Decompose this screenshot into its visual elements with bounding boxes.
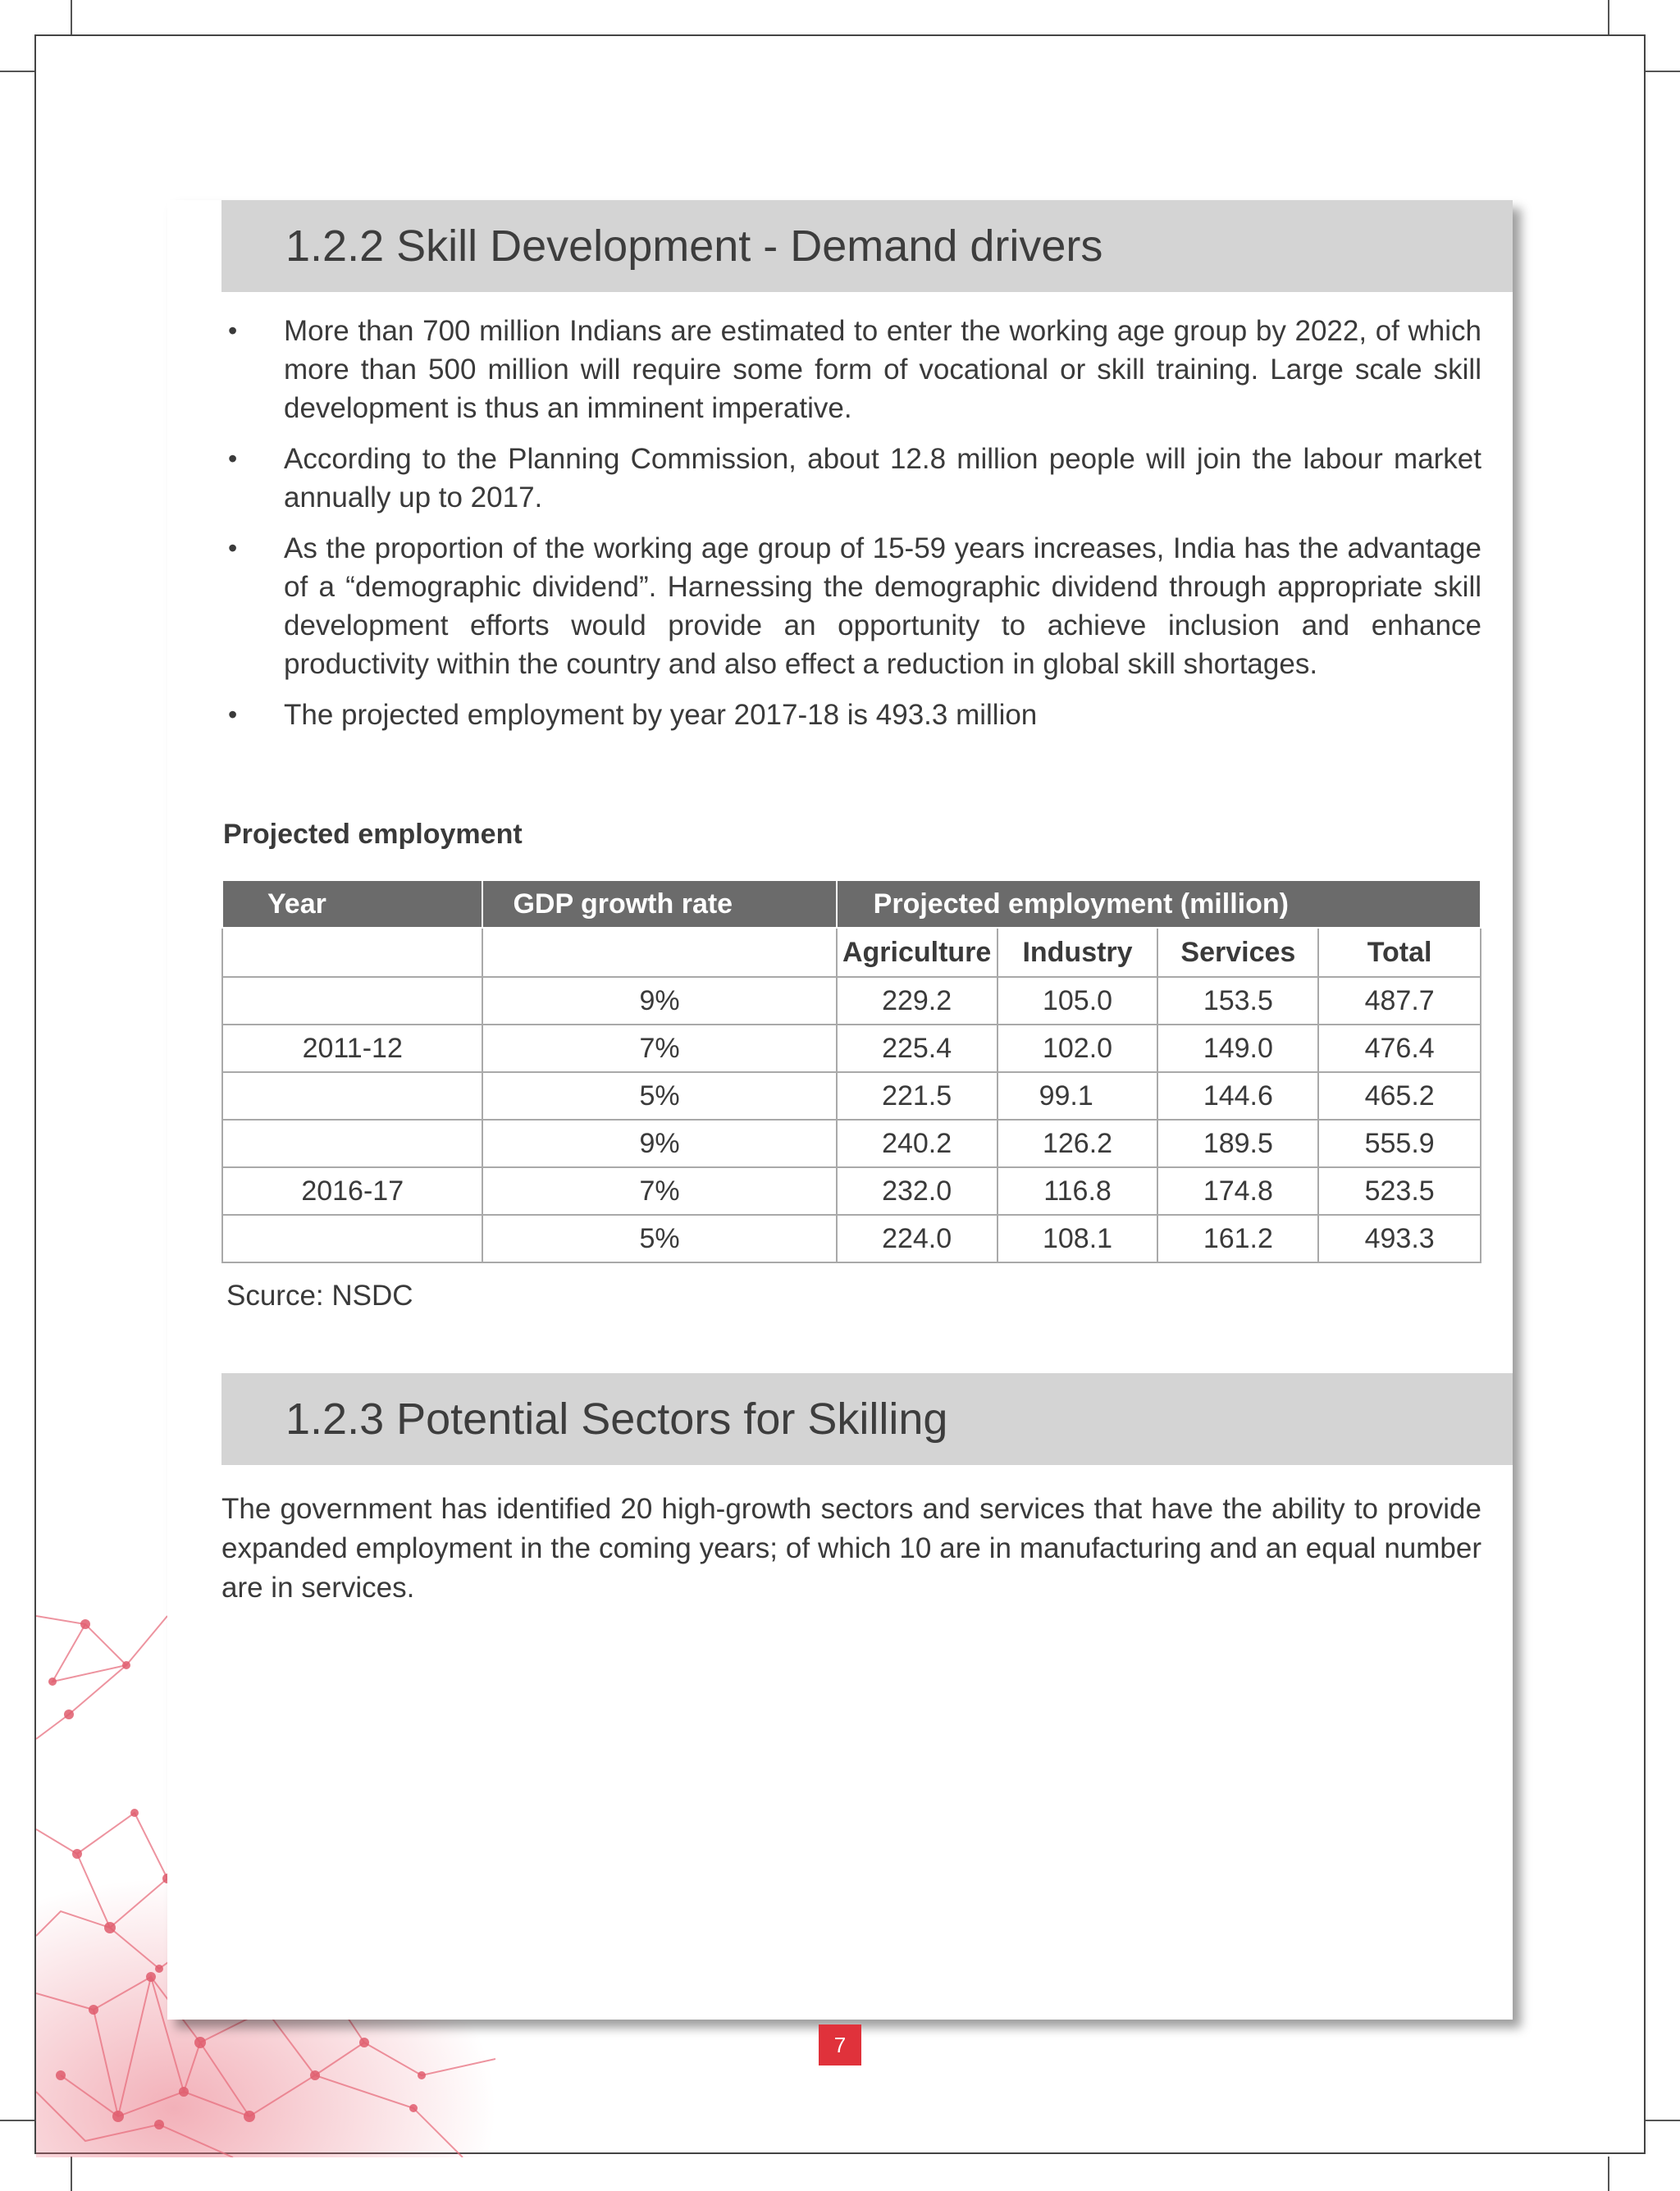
cell-year — [222, 977, 482, 1025]
crop-mark-bottom-right-h — [1646, 2120, 1680, 2121]
table-row — [222, 1025, 1481, 1072]
cell-agriculture: 232.0 — [837, 1167, 998, 1215]
crop-mark-bottom-left-v — [71, 2157, 72, 2191]
table-source: Scurce: NSDC — [226, 1280, 413, 1312]
section-heading-potential-sectors: 1.2.3 Potential Sectors for Skilling — [221, 1373, 1513, 1465]
cell-agriculture: 240.2 — [837, 1120, 998, 1167]
table-row — [222, 1167, 1481, 1215]
header-gdp-growth-rate: GDP growth rate — [482, 880, 836, 928]
cell-gdp: 5% — [482, 1215, 836, 1262]
cell-total: 465.2 — [1318, 1072, 1481, 1120]
page-number: 7 — [819, 2024, 861, 2065]
cell-services: 161.2 — [1157, 1215, 1318, 1262]
subheader-empty — [222, 928, 482, 977]
cell-year: 2011-12 — [222, 1025, 482, 1072]
crop-mark-top-right-h — [1646, 71, 1680, 72]
cell-industry: 99.1 — [998, 1072, 1158, 1120]
cell-gdp: 9% — [482, 1120, 836, 1167]
bullet-item: • According to the Planning Commission, about 12.8 million people will join the labour market annually up to 2017. — [221, 440, 1481, 517]
cell-total: 493.3 — [1318, 1215, 1481, 1262]
cell-services: 149.0 — [1157, 1025, 1318, 1072]
section-heading-demand-drivers: 1.2.2 Skill Development - Demand drivers — [221, 200, 1513, 292]
projected-employment-table — [221, 879, 1481, 1263]
crop-mark-bottom-left-h — [0, 2120, 34, 2121]
table-row — [222, 977, 1481, 1025]
cell-agriculture: 225.4 — [837, 1025, 998, 1072]
bullet-item: • As the proportion of the working age group of 15-59 years increases, India has the advantage of a “demographic dividend”. Harnessing the demographic dividend through appropriate skill development efforts would provide an opportunity to achieve inclusion and enhance productivity within the country and also effect a reduction in global skill shortages. — [221, 529, 1481, 683]
table-header-row — [222, 880, 1481, 928]
crop-mark-bottom-right-v — [1608, 2157, 1609, 2191]
cell-industry: 116.8 — [998, 1167, 1158, 1215]
table-row — [222, 1120, 1481, 1167]
crop-mark-top-left-v — [71, 0, 72, 34]
cell-year — [222, 1120, 482, 1167]
cell-total: 476.4 — [1318, 1025, 1481, 1072]
cell-gdp: 7% — [482, 1025, 836, 1072]
cell-agriculture: 221.5 — [837, 1072, 998, 1120]
cell-services: 144.6 — [1157, 1072, 1318, 1120]
cell-total: 523.5 — [1318, 1167, 1481, 1215]
crop-mark-top-left-h — [0, 71, 34, 72]
cell-year: 2016-17 — [222, 1167, 482, 1215]
cell-total: 487.7 — [1318, 977, 1481, 1025]
crop-mark-top-right-v — [1608, 0, 1609, 34]
cell-year — [222, 1215, 482, 1262]
cell-services: 174.8 — [1157, 1167, 1318, 1215]
header-industry: Industry — [998, 928, 1158, 977]
cell-total: 555.9 — [1318, 1120, 1481, 1167]
table-row — [222, 1072, 1481, 1120]
cell-gdp: 9% — [482, 977, 836, 1025]
header-agriculture: Agriculture — [837, 928, 998, 977]
table-subheader-row — [222, 928, 1481, 977]
table-title: Projected employment — [223, 819, 523, 850]
header-services: Services — [1157, 928, 1318, 977]
header-year: Year — [222, 880, 482, 928]
cell-industry: 108.1 — [998, 1215, 1158, 1262]
cell-industry: 102.0 — [998, 1025, 1158, 1072]
cell-gdp: 7% — [482, 1167, 836, 1215]
cell-agriculture: 224.0 — [837, 1215, 998, 1262]
bullet-item: • More than 700 million Indians are estimated to enter the working age group by 2022, of which more than 500 million will require some form of vocational or skill training. Large scale skill development is thus an imminent imperative. — [221, 312, 1481, 427]
body-paragraph: The government has identified 20 high-growth sectors and services that have the ability to provide expanded employment in the coming years; of which 10 are in manufacturing and an equal number are in services. — [221, 1493, 1481, 1604]
cell-services: 189.5 — [1157, 1120, 1318, 1167]
cell-industry: 105.0 — [998, 977, 1158, 1025]
header-total: Total — [1318, 928, 1481, 977]
bullet-item: • The projected employment by year 2017-18 is 493.3 million — [221, 696, 1481, 734]
table-row — [222, 1215, 1481, 1262]
bullet-list — [221, 312, 1481, 746]
cell-year — [222, 1072, 482, 1120]
subheader-empty — [482, 928, 836, 977]
cell-industry: 126.2 — [998, 1120, 1158, 1167]
header-projected-employment: Projected employment (million) — [837, 880, 1481, 928]
cell-agriculture: 229.2 — [837, 977, 998, 1025]
cell-services: 153.5 — [1157, 977, 1318, 1025]
cell-gdp: 5% — [482, 1072, 836, 1120]
